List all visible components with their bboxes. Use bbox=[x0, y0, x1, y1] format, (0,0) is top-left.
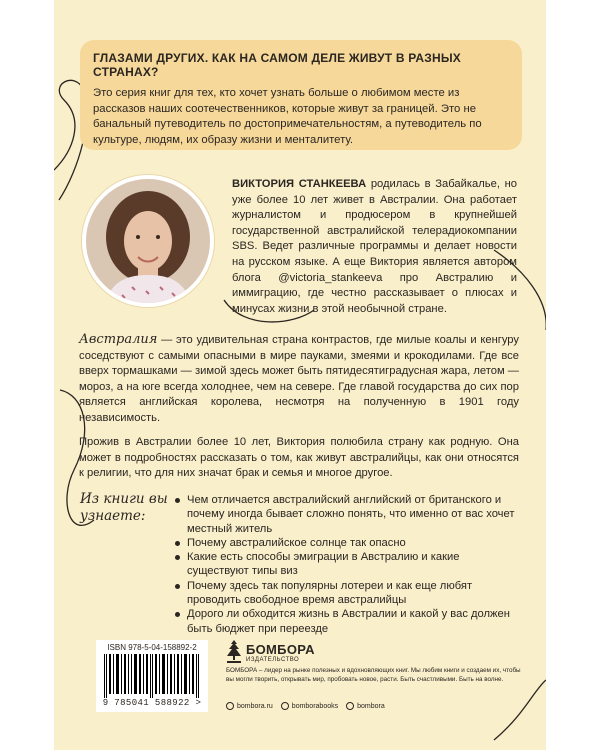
vk-icon bbox=[281, 702, 289, 710]
about-country bbox=[79, 332, 519, 427]
publisher-name: БОМБОРА bbox=[246, 642, 315, 657]
barcode-number: 9 785041 588922 > bbox=[102, 698, 202, 708]
bullet-icon bbox=[175, 541, 180, 546]
bullet-icon bbox=[175, 498, 180, 503]
back-cover bbox=[54, 0, 546, 750]
bullet-icon bbox=[175, 555, 180, 560]
list-item: Какие есть способы эмиграции в Австралию и какие существуют типы виз bbox=[175, 550, 515, 579]
learn-label: Из книги вы узнаете: bbox=[80, 491, 168, 524]
list-item: Почему здесь так популярны лотереи и как еще любят проводить свободное время австралийцы bbox=[175, 579, 515, 608]
list-item: Дорого ли обходится жизнь в Австралии и какой у вас должен быть бюджет при переезде bbox=[175, 607, 515, 636]
author-bio bbox=[232, 177, 517, 317]
author-name: ВИКТОРИЯ СТАНКЕЕВА bbox=[232, 178, 367, 190]
globe-icon bbox=[226, 702, 234, 710]
publisher-text: БОМБОРА – лидер на рынке полезных и вдохновляющих книг. Мы любим книги и создаем их, чтобы вы могли творить, открывать мир, пробовать новое, расти. Быть счастливыми. Быть на волне. bbox=[226, 667, 521, 683]
learn-list bbox=[175, 493, 515, 636]
about-author-country: Прожив в Австралии более 10 лет, Виктория полюбила страну как родную. Она может в подробностях рассказать о том, как живут австралийцы, как они относятся к религии, что для них значат брак и семья и многое другое. bbox=[79, 436, 519, 480]
list-item: Почему австралийское солнце так опасно bbox=[175, 536, 515, 550]
social-site: bombora.ru bbox=[226, 702, 273, 710]
series-text: Это серия книг для тех, кто хочет узнать больше о любимом месте из рассказов наших соотечественников, которые живут за границей. Это не банальный путеводитель по достопримечательностям, а путеводитель по культуре, людям, их образу жизни и менталитету. bbox=[93, 87, 482, 146]
publisher-socials bbox=[226, 702, 385, 710]
publisher-sub: ИЗДАТЕЛЬСТВО bbox=[246, 657, 300, 663]
bullet-icon bbox=[175, 584, 180, 589]
social-instagram: bombora bbox=[346, 702, 385, 710]
author-bio-text: родилась в Забайкалье, но уже более 10 лет живет в Австралии. Она работает журналистом и продюсером в крупнейшей государственной австралийской телерадиокомпании SBS. Ведет различные программы и делает новости на русском языке. А еще Виктория является автором блога @victoria_stankeeva про Австралию и иммиграцию, где честно рассказывает о плюсах и минусах жизни в этой необычной стране. bbox=[232, 178, 518, 315]
about-text: — это удивительная страна контрастов, где милые коалы и кенгуру соседствуют с самыми опасными в мире пауками, змеями и крокодилами. Где все вверх тормашками — зимой здесь может быть пятидесятиградусная жара, летом — мороз, а на юге всегда холоднее, чем на севере. Где главой государства до сих пор является английская королева, несмотря на полученную в 1901 году независимость. bbox=[79, 334, 519, 424]
author-photo bbox=[82, 175, 214, 307]
list-item: Чем отличается австралийский английский от британского и почему иногда бывает сложно понять, что именно от вас хочет местный житель bbox=[175, 493, 515, 536]
publisher-logo-icon bbox=[226, 640, 242, 664]
publisher-logo bbox=[226, 640, 315, 669]
barcode bbox=[96, 640, 208, 712]
barcode-bars bbox=[102, 654, 202, 698]
social-vk: bomborabooks bbox=[281, 702, 338, 710]
country-name: Австралия bbox=[79, 332, 158, 347]
instagram-icon bbox=[346, 702, 354, 710]
isbn-text: ISBN 978-5-04-158892-2 bbox=[107, 643, 197, 652]
series-description-box bbox=[80, 40, 522, 150]
series-title: ГЛАЗАМИ ДРУГИХ. КАК НА САМОМ ДЕЛЕ ЖИВУТ В РАЗНЫХ СТРАНАХ? bbox=[93, 51, 461, 79]
bullet-icon bbox=[175, 612, 180, 617]
